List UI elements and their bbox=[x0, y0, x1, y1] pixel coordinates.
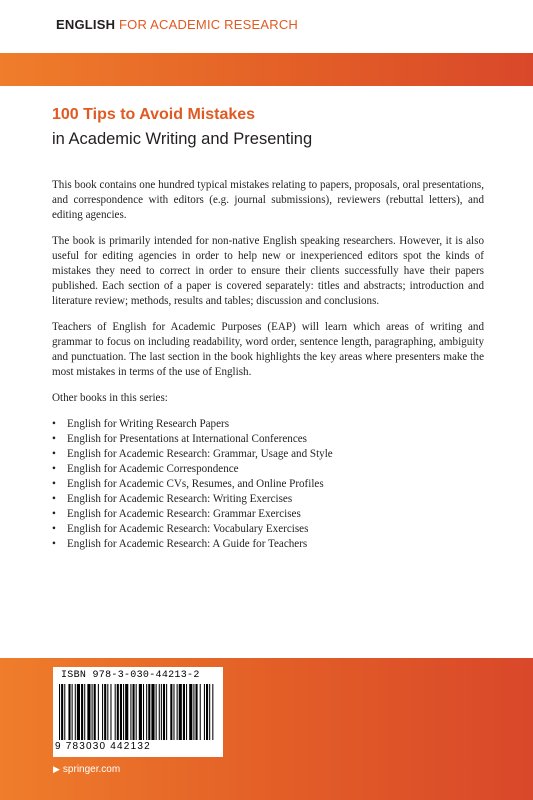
other-books-label: Other books in this series: bbox=[52, 392, 168, 404]
list-item: • English for Academic Research: Grammar Exercises bbox=[52, 507, 484, 522]
list-item: • English for Academic Research: Grammar, Usage and Style bbox=[52, 447, 484, 462]
list-item: • English for Presentations at International Conferences bbox=[52, 432, 484, 447]
barcode-box bbox=[53, 667, 223, 757]
series-name bbox=[56, 17, 298, 32]
list-item: • English for Academic Correspondence bbox=[52, 462, 484, 477]
series-name-rest: FOR ACADEMIC RESEARCH bbox=[119, 17, 299, 32]
description-body bbox=[52, 178, 484, 552]
barcode-icon bbox=[57, 684, 219, 740]
other-books-list bbox=[52, 417, 484, 552]
list-item: • English for Academic Research: Writing Exercises bbox=[52, 492, 484, 507]
description-paragraph: Teachers of English for Academic Purposes (EAP) will learn which areas of writing and grammar to focus on including readability, word order, sentence length, paragraphing, ambiguity and punctuation. The last section in the book highlights the key areas where presenters make the most mistakes in terms of the use of English. bbox=[52, 321, 484, 378]
list-item: • English for Writing Research Papers bbox=[52, 417, 484, 432]
arrow-right-icon: ▶ bbox=[53, 764, 60, 774]
series-name-strong: ENGLISH bbox=[56, 17, 116, 32]
list-item: • English for Academic CVs, Resumes, and Online Profiles bbox=[52, 477, 484, 492]
publisher-link-label: springer.com bbox=[62, 764, 121, 775]
isbn-text: ISBN 978-3-030-44213-2 bbox=[61, 670, 200, 681]
top-color-band bbox=[0, 53, 533, 86]
barcode-digits: 9 783030 442132 bbox=[55, 741, 151, 752]
publisher-link[interactable] bbox=[53, 764, 120, 775]
description-paragraph: The book is primarily intended for non-native English speaking researchers. However, it is also useful for editing agencies in order to help new or inexperienced editors spot the kinds of mistakes they need to correct in order to ensure their clients successfully have their papers published. Each section of a paper is covered separately: titles and abstracts; introduction and literature review; methods, results and tables; discussion and conclusions. bbox=[52, 235, 484, 307]
list-item: • English for Academic Research: Vocabulary Exercises bbox=[52, 522, 484, 537]
book-title: 100 Tips to Avoid Mistakes bbox=[52, 106, 256, 123]
book-subtitle: in Academic Writing and Presenting bbox=[52, 130, 313, 148]
list-item: • English for Academic Research: A Guide for Teachers bbox=[52, 537, 484, 552]
description-paragraph: This book contains one hundred typical mistakes relating to papers, proposals, oral presentations, and correspondence with editors (e.g. journal submissions), reviewers (rebuttal letters), and editing agencies. bbox=[52, 179, 484, 221]
